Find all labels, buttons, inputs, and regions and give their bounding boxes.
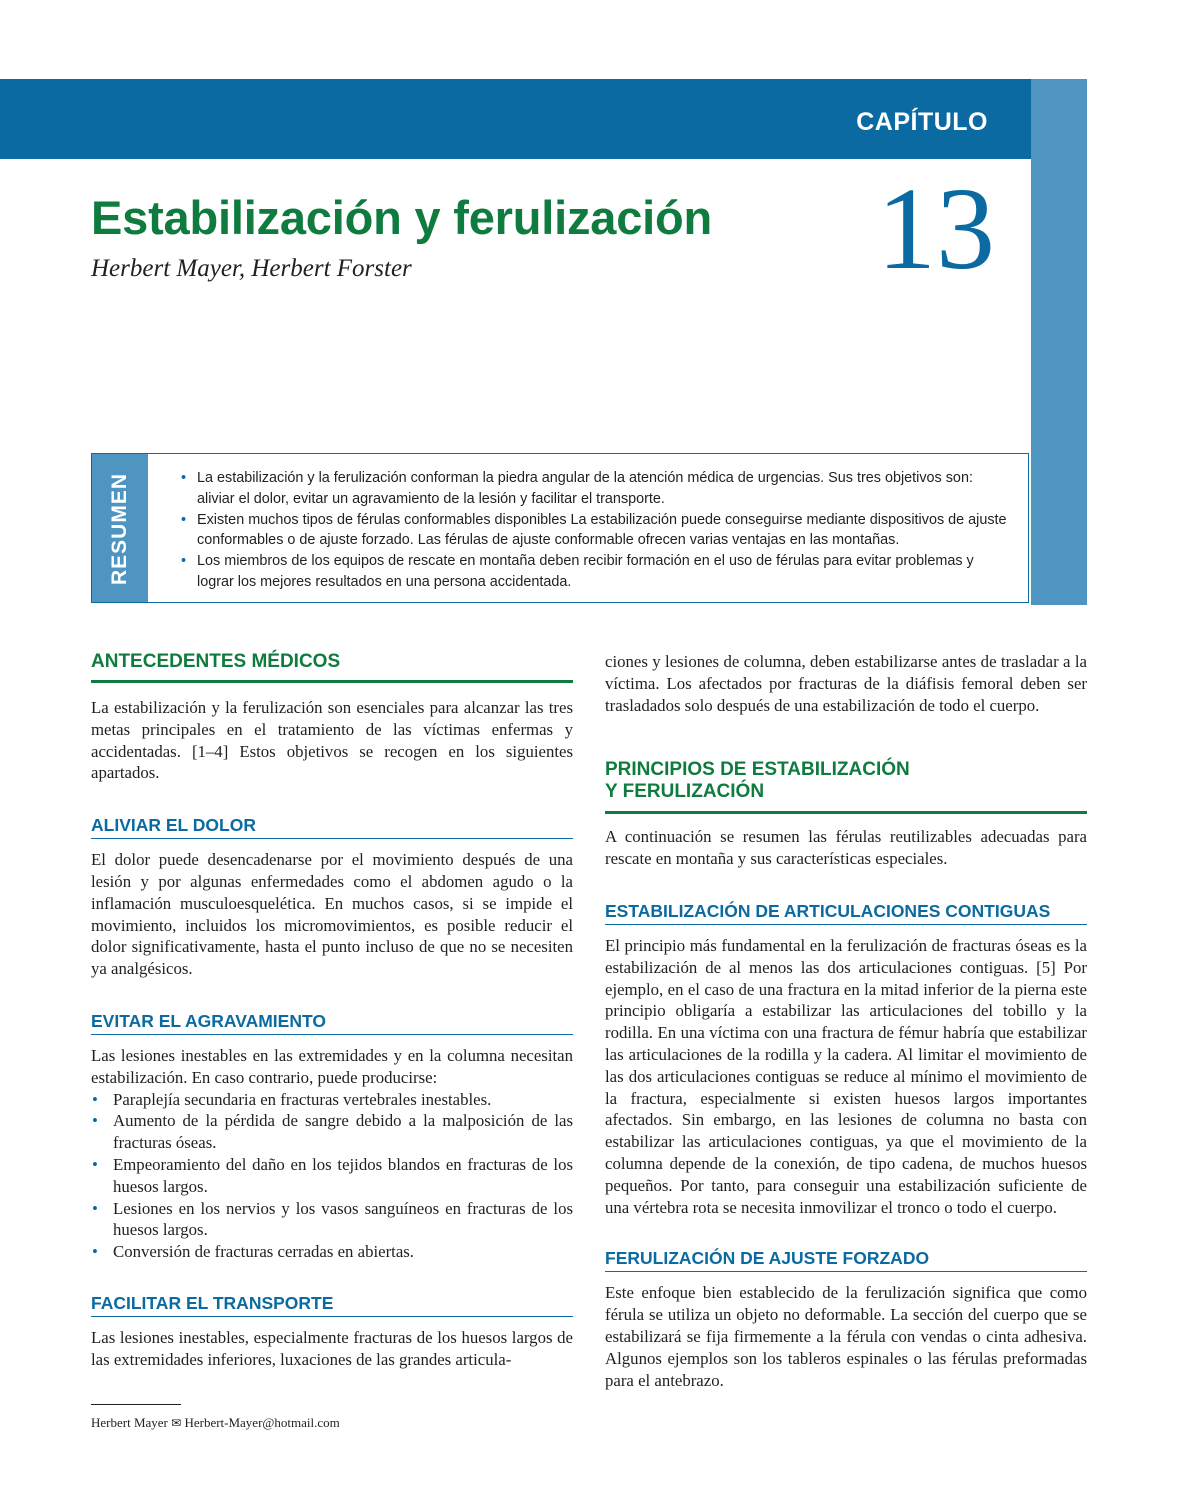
antecedentes-text: La estabilización y la ferulización son esenciales para alcanzar las tres metas principales en el tratamiento de las víctimas enfermas y accidentadas. [1–4] Estos objetivos se recogen en los siguientes apartados.: [91, 698, 573, 783]
list-item: • Lesiones en los nervios y los vasos sanguíneos en fracturas de los huesos largos.: [91, 1198, 573, 1242]
evitar-text: Las lesiones inestables en las extremidades y en la columna necesitan estabilización. En caso contrario, puede producirse:: [91, 1045, 573, 1087]
continuation-text: ciones y lesiones de columna, deben estabilizarse antes de trasladar a la víctima. Los afectados por fracturas de la diáfisis femoral deben ser trasladados solo después de una estabilización de todo el cuerpo.: [605, 652, 1087, 715]
heading-facilitar: FACILITAR EL TRANSPORTE: [91, 1292, 573, 1317]
envelope-icon: ✉: [171, 1416, 182, 1430]
list-item: • Paraplejía secundaria en fracturas vertebrales inestables.: [91, 1089, 573, 1111]
left-column: [91, 651, 573, 1371]
ajuste-forzado-text: Este enfoque bien establecido de la ferulización significa que como férula se utiliza un objeto no deformable. La sección del cuerpo que se estabilizará se fija firmemente a la férula con vendas o cinta adhesiva. Algunos ejemplos son los tableros espinales o las férulas preformadas para el antebrazo.: [605, 1283, 1087, 1390]
list-item: • Aumento de la pérdida de sangre debido a la malposición de las fracturas óseas.: [91, 1110, 573, 1154]
authors: Herbert Mayer, Herbert Forster: [91, 255, 412, 282]
heading-evitar: EVITAR EL AGRAVAMIENTO: [91, 1010, 573, 1035]
summary-list: [174, 468, 1014, 593]
footnote-rule: [91, 1404, 181, 1405]
heading-antecedentes: ANTECEDENTES MÉDICOS: [91, 651, 573, 683]
summary-item: • Los miembros de los equipos de rescate en montaña deben recibir formación en el uso de férulas para evitar problemas y lograr los mejores resultados en una persona accidentada.: [174, 551, 1014, 593]
chapter-number: 13: [877, 163, 995, 294]
summary-label: RESUMEN: [108, 472, 131, 586]
summary-item: • Existen muchos tipos de férulas conformables disponibles La estabilización puede conseguirse mediante dispositivos de ajuste conformables o de ajuste forzado. Las férulas de ajuste conformable ofrecen varias ventajas en las montañas.: [174, 510, 1014, 552]
heading-articulaciones: ESTABILIZACIÓN DE ARTICULACIONES CONTIGUAS: [605, 900, 1087, 925]
right-column: [605, 651, 1087, 1391]
footnote: [91, 1415, 340, 1431]
list-item: • Conversión de fracturas cerradas en abiertas.: [91, 1241, 573, 1263]
chapter-side-band: [1031, 79, 1087, 605]
page-title: Estabilización y ferulización: [91, 191, 713, 244]
evitar-bullets: [91, 1089, 573, 1263]
heading-principios: [605, 759, 1087, 814]
articulaciones-text: El principio más fundamental en la ferulización de fracturas óseas es la estabilización de al menos las dos articulaciones contiguas. [5] Por ejemplo, en el caso de una fractura en la mitad inferior de la pierna este principio obligaría a estabilizar las articulaciones del tobillo y la rodilla. En una víctima con una fractura de fémur habría que estabilizar las articulaciones de la rodilla y la cadera. Al limitar el movimiento de las dos articulaciones contiguas se reduce al mínimo el movimiento de la fractura, especialmente si existen huesos largos importantes afectados. Sin embargo, en las lesiones de columna no basta con estabilizar las articulaciones contiguas, ya que el movimiento de la columna depende de la conexión, de tipo cadena, de muchos huesos pequeños. Por tanto, para conseguir una estabilización suficiente de una vértebra rota se necesita inmovilizar el tronco o todo el cuerpo.: [605, 935, 1087, 1217]
heading-principios-line2: Y FERULIZACIÓN: [605, 781, 765, 803]
chapter-label: CAPÍTULO: [856, 108, 988, 136]
footnote-email[interactable]: Herbert-Mayer@hotmail.com: [184, 1415, 340, 1430]
facilitar-text: Las lesiones inestables, especialmente fracturas de los huesos largos de las extremidades inferiores, luxaciones de las grandes articula-: [91, 1327, 573, 1369]
aliviar-text: El dolor puede desencadenarse por el movimiento después de una lesión y por algunas enfermedades como el abdomen agudo o la inflamación musculoesquelética. En muchos casos, si se impide el movimiento, incluidos los micromovimientos, es posible reducir el dolor significativamente, hasta el punto incluso de que no se necesiten ya analgésicos.: [91, 850, 573, 979]
summary-item: • La estabilización y la ferulización conforman la piedra angular de la atención médica de urgencias. Sus tres objetivos son: aliviar el dolor, evitar un agravamiento de la lesión y facilitar el transporte.: [174, 468, 1014, 510]
heading-ajuste-forzado: FERULIZACIÓN DE AJUSTE FORZADO: [605, 1247, 1087, 1272]
principios-text: A continuación se resumen las férulas reutilizables adecuadas para rescate en montaña y sus características especiales.: [605, 827, 1087, 869]
summary-box: [91, 453, 1029, 603]
list-item: • Empeoramiento del daño en los tejidos blandos en fracturas de los huesos largos.: [91, 1154, 573, 1198]
heading-aliviar: ALIVIAR EL DOLOR: [91, 814, 573, 839]
footnote-author: Herbert Mayer: [91, 1415, 168, 1430]
heading-principios-line1: PRINCIPIOS DE ESTABILIZACIÓN: [605, 759, 910, 781]
summary-tab: [92, 454, 148, 602]
